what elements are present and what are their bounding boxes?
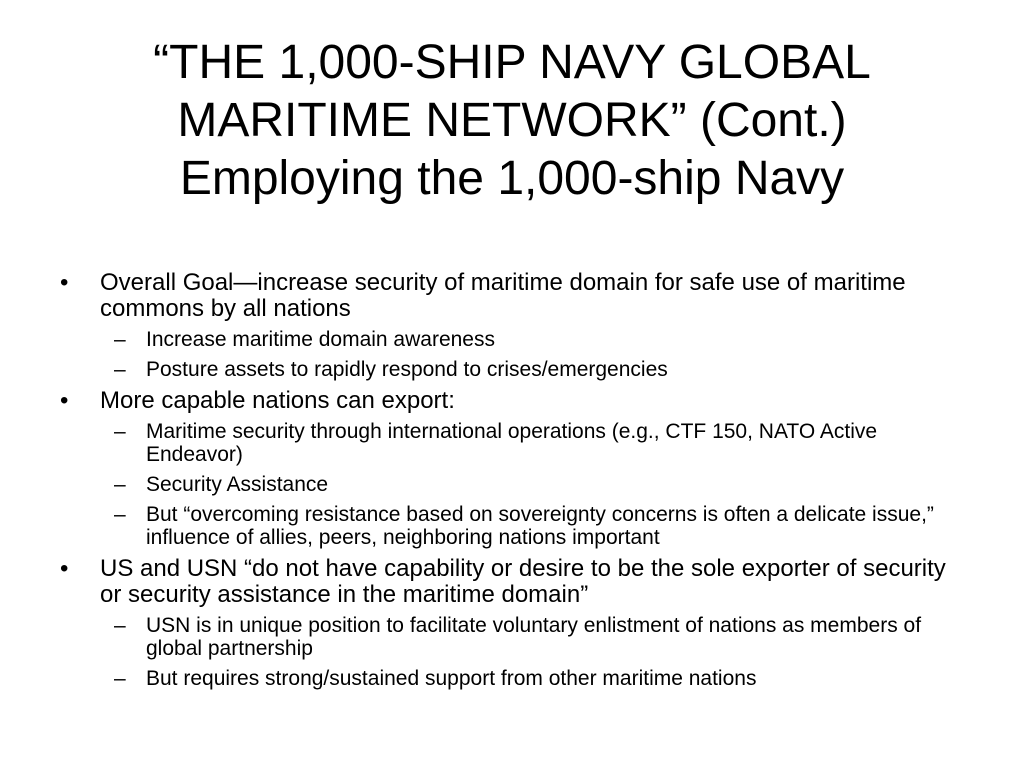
- bullet-marker: •: [60, 555, 69, 582]
- sub-item-text: But “overcoming resistance based on sovereignty concerns is often a delicate issue,” influence of allies, peers, neighboring nations important: [146, 503, 934, 549]
- sub-list: [100, 614, 970, 690]
- sub-item: [100, 473, 970, 496]
- bullet-marker: •: [60, 387, 69, 414]
- dash-marker: –: [114, 614, 126, 637]
- sub-list: [100, 328, 970, 381]
- dash-marker: –: [114, 420, 126, 443]
- bullet-item-us-usn: [60, 556, 970, 690]
- sub-item-text: Security Assistance: [146, 473, 329, 496]
- dash-marker: –: [114, 667, 126, 690]
- sub-item: [100, 420, 970, 466]
- bullet-text: US and USN “do not have capability or desire to be the sole exporter of security or security assistance in the maritime domain”: [100, 555, 946, 608]
- dash-marker: –: [114, 328, 126, 351]
- title-line-1: “THE 1,000-SHIP NAVY GLOBAL: [153, 36, 871, 89]
- dash-marker: –: [114, 358, 126, 381]
- dash-marker: –: [114, 503, 126, 526]
- bullet-text: Overall Goal—increase security of maritime domain for safe use of maritime commons by all nations: [100, 269, 906, 322]
- bullet-text: More capable nations can export:: [100, 387, 455, 414]
- bullet-item-capable-nations: [60, 388, 970, 549]
- title-line-3: Employing the 1,000-ship Navy: [179, 152, 845, 205]
- slide-title: [40, 34, 984, 208]
- sub-item-text: But requires strong/sustained support from other maritime nations: [146, 667, 757, 690]
- sub-item: [100, 503, 970, 549]
- bullet-item-overall-goal: [60, 270, 970, 381]
- sub-item-text: Posture assets to rapidly respond to crises/emergencies: [146, 358, 668, 381]
- bullet-marker: •: [60, 269, 69, 296]
- sub-item: [100, 358, 970, 381]
- sub-item: [100, 667, 970, 690]
- sub-item-text: Increase maritime domain awareness: [146, 328, 495, 351]
- bullet-list: [60, 270, 970, 697]
- title-line-2: MARITIME NETWORK” (Cont.): [177, 94, 847, 147]
- sub-item: [100, 614, 970, 660]
- sub-item: [100, 328, 970, 351]
- sub-item-text: USN is in unique position to facilitate voluntary enlistment of nations as members of global partnership: [146, 614, 922, 660]
- sub-item-text: Maritime security through international operations (e.g., CTF 150, NATO Active Endeavor): [146, 420, 878, 466]
- sub-list: [100, 420, 970, 549]
- dash-marker: –: [114, 473, 126, 496]
